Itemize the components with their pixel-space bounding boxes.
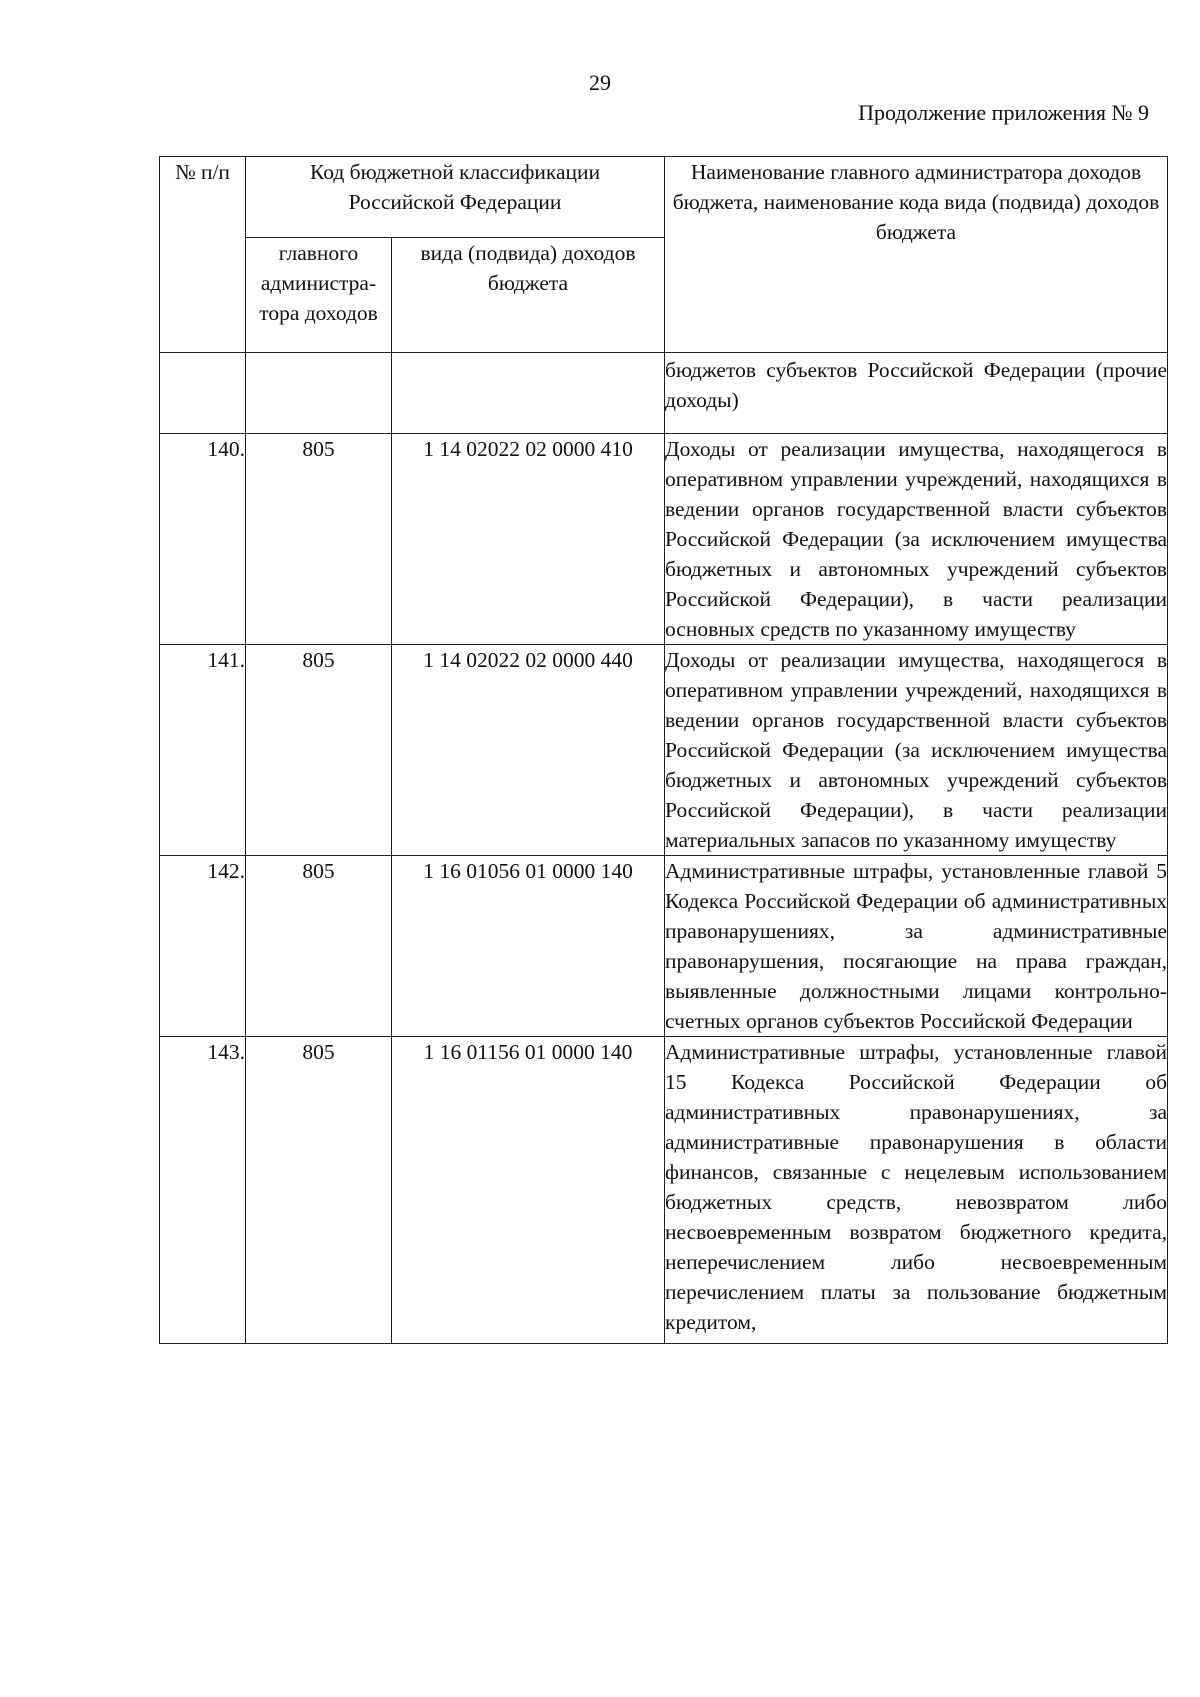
appendix-continuation: Продолжение приложения № 9 <box>858 100 1149 125</box>
row-description: Доходы от реализации имущества, находящегося в оперативном управлении учреждений, находящихся в ведении органов государственной власти субъектов Российской Федерации (за исключением имущества бюджетных и автономных учреждений субъектов Российской Федерации), в части реализации основных средств по указанному имуществу <box>665 434 1168 645</box>
table-row <box>160 434 1168 645</box>
row-admin-code: 805 <box>246 645 392 856</box>
header-admin-line1: главного <box>278 241 359 265</box>
header-code-line2: бюджета <box>487 271 569 295</box>
header-num: № п/п <box>160 157 246 353</box>
row-num: 141. <box>160 645 246 856</box>
row-num: 140. <box>160 434 246 645</box>
row-income-code <box>392 353 665 434</box>
header-code-group-line1: Код бюджетной классификации <box>309 160 601 184</box>
header-admin <box>246 238 392 353</box>
row-description: Административные штрафы, установленные главой 15 Кодекса Российской Федерации об административных правонарушениях, за административные правонарушения в области финансов, связанные с нецелевым использованием бюджетных средств, невозвратом либо несвоевременным возвратом бюджетного кредита, неперечислением либо несвоевременным перечислением платы за пользование бюджетным кредитом, <box>665 1037 1168 1344</box>
budget-classification-table <box>159 156 1168 1344</box>
row-num <box>160 353 246 434</box>
row-description: бюджетов субъектов Российской Федерации (прочие доходы) <box>665 353 1168 434</box>
table-row <box>160 353 1168 434</box>
header-code-group-line2: Российской Федерации <box>348 190 562 214</box>
table-row <box>160 856 1168 1037</box>
row-admin-code <box>246 353 392 434</box>
row-num: 143. <box>160 1037 246 1344</box>
row-num: 142. <box>160 856 246 1037</box>
header-name: Наименование главного администратора доходов бюджета, наименование кода вида (подвида) доходов бюджета <box>665 157 1168 353</box>
table-row <box>160 1037 1168 1344</box>
row-income-code: 1 14 02022 02 0000 410 <box>392 434 665 645</box>
header-code-group <box>246 157 665 238</box>
table-row <box>160 645 1168 856</box>
row-income-code: 1 14 02022 02 0000 440 <box>392 645 665 856</box>
row-income-code: 1 16 01056 01 0000 140 <box>392 856 665 1037</box>
row-description: Доходы от реализации имущества, находящегося в оперативном управлении учреждений, находящихся в ведении органов государственной власти субъектов Российской Федерации (за исключением имущества бюджетных и автономных учреждений субъектов Российской Федерации), в части реализации материальных запасов по указанному имуществу <box>665 645 1168 856</box>
header-admin-line3: тора доходов <box>259 301 378 325</box>
header-code <box>392 238 665 353</box>
page-number: 29 <box>589 70 611 95</box>
row-income-code: 1 16 01156 01 0000 140 <box>392 1037 665 1344</box>
row-admin-code: 805 <box>246 856 392 1037</box>
header-code-line1: вида (подвида) доходов <box>420 241 636 265</box>
header-admin-line2: администра- <box>260 271 377 295</box>
row-description: Административные штрафы, установленные главой 5 Кодекса Российской Федерации об административных правонарушениях, за административные правонарушения, посягающие на права граждан, выявленные должностными лицами контрольно-счетных органов субъектов Российской Федерации <box>665 856 1168 1037</box>
row-admin-code: 805 <box>246 1037 392 1344</box>
header-row-1 <box>160 157 1168 238</box>
row-admin-code: 805 <box>246 434 392 645</box>
